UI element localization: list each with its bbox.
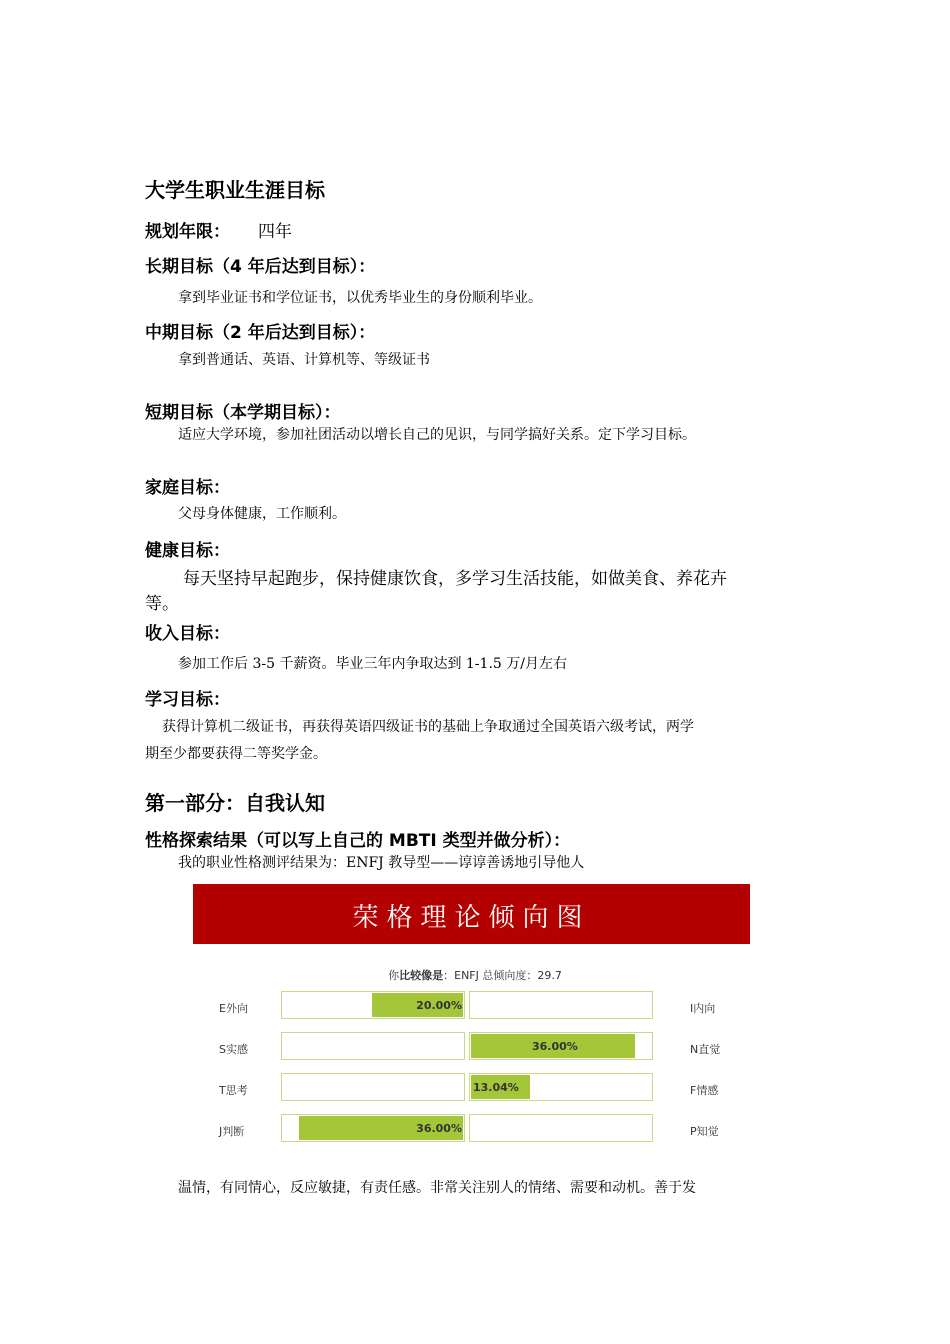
family-goal-label: 家庭目标： — [145, 478, 230, 498]
axis-label-right: P知觉 — [690, 1125, 719, 1138]
summary-prefix: 你 — [388, 969, 400, 982]
axis-label-left: J判断 — [219, 1125, 245, 1138]
chart-title: 荣格理论倾向图 — [352, 903, 591, 933]
plan-label: 规划年限： — [145, 222, 230, 242]
bottom-text: 温情，有同情心，反应敏捷，有责任感。非常关注别人的情绪、需要和动机。善于发 — [178, 1180, 696, 1196]
bar-value-label: 20.00% — [416, 999, 462, 1012]
study-goal-label: 学习目标： — [145, 690, 230, 710]
plan-value: 四年 — [258, 222, 292, 242]
bar-track-right — [469, 1114, 653, 1142]
income-goal-label: 收入目标： — [145, 624, 230, 644]
summary-bold: 比较像是 — [399, 969, 444, 982]
personality-label: 性格探索结果（可以写上自己的 MBTI 类型并做分析）： — [145, 831, 571, 851]
axis-label-right: F情感 — [690, 1084, 719, 1097]
study-goal-text-2: 期至少都要获得二等奖学金。 — [145, 746, 327, 762]
bar-track-left — [281, 991, 465, 1019]
bar-value-label: 13.04% — [473, 1081, 519, 1094]
long-term-label: 长期目标（4 年后达到目标）： — [145, 257, 376, 277]
section-heading: 第一部分：自我认知 — [145, 791, 325, 815]
mid-term-label: 中期目标（2 年后达到目标）： — [145, 323, 376, 343]
bar-track-right — [469, 1032, 653, 1060]
axis-label-left: E外向 — [219, 1002, 248, 1015]
chart-summary — [0, 967, 950, 983]
short-term-text: 适应大学环境，参加社团活动以增长自己的见识，与同学搞好关系。定下学习目标。 — [178, 427, 696, 443]
short-term-label: 短期目标（本学期目标）： — [145, 403, 341, 423]
mid-term-text: 拿到普通话、英语、计算机等、等级证书 — [178, 352, 430, 368]
health-goal-label: 健康目标： — [145, 541, 230, 561]
bar-track-right — [469, 991, 653, 1019]
family-goal-text: 父母身体健康，工作顺利。 — [178, 506, 346, 522]
axis-label-left: T思考 — [219, 1084, 248, 1097]
axis-label-right: I内向 — [690, 1002, 716, 1015]
bar-track-left — [281, 1032, 465, 1060]
doc-title: 大学生职业生涯目标 — [145, 178, 325, 202]
health-goal-text-1: 每天坚持早起跑步，保持健康饮食，多学习生活技能，如做美食、养花卉 — [183, 569, 727, 589]
summary-rest: ：ENFJ 总倾向度：29.7 — [443, 969, 562, 982]
health-goal-text-2: 等。 — [145, 594, 179, 614]
chart-title-banner — [193, 884, 750, 944]
bar-track-left — [281, 1073, 465, 1101]
axis-label-left: S实感 — [219, 1043, 248, 1056]
personality-text: 我的职业性格测评结果为：ENFJ 教导型——谆谆善诱地引导他人 — [178, 855, 585, 871]
income-goal-text: 参加工作后 3-5 千薪资。毕业三年内争取达到 1-1.5 万/月左右 — [178, 656, 567, 672]
bar-track-left — [281, 1114, 465, 1142]
study-goal-text-1: 获得计算机二级证书，再获得英语四级证书的基础上争取通过全国英语六级考试，两学 — [162, 719, 694, 735]
bar-value-label: 36.00% — [416, 1122, 462, 1135]
long-term-text: 拿到毕业证书和学位证书，以优秀毕业生的身份顺利毕业。 — [178, 290, 542, 306]
bar-value-label: 36.00% — [532, 1040, 578, 1053]
axis-label-right: N直觉 — [690, 1043, 721, 1056]
bar-track-right — [469, 1073, 653, 1101]
